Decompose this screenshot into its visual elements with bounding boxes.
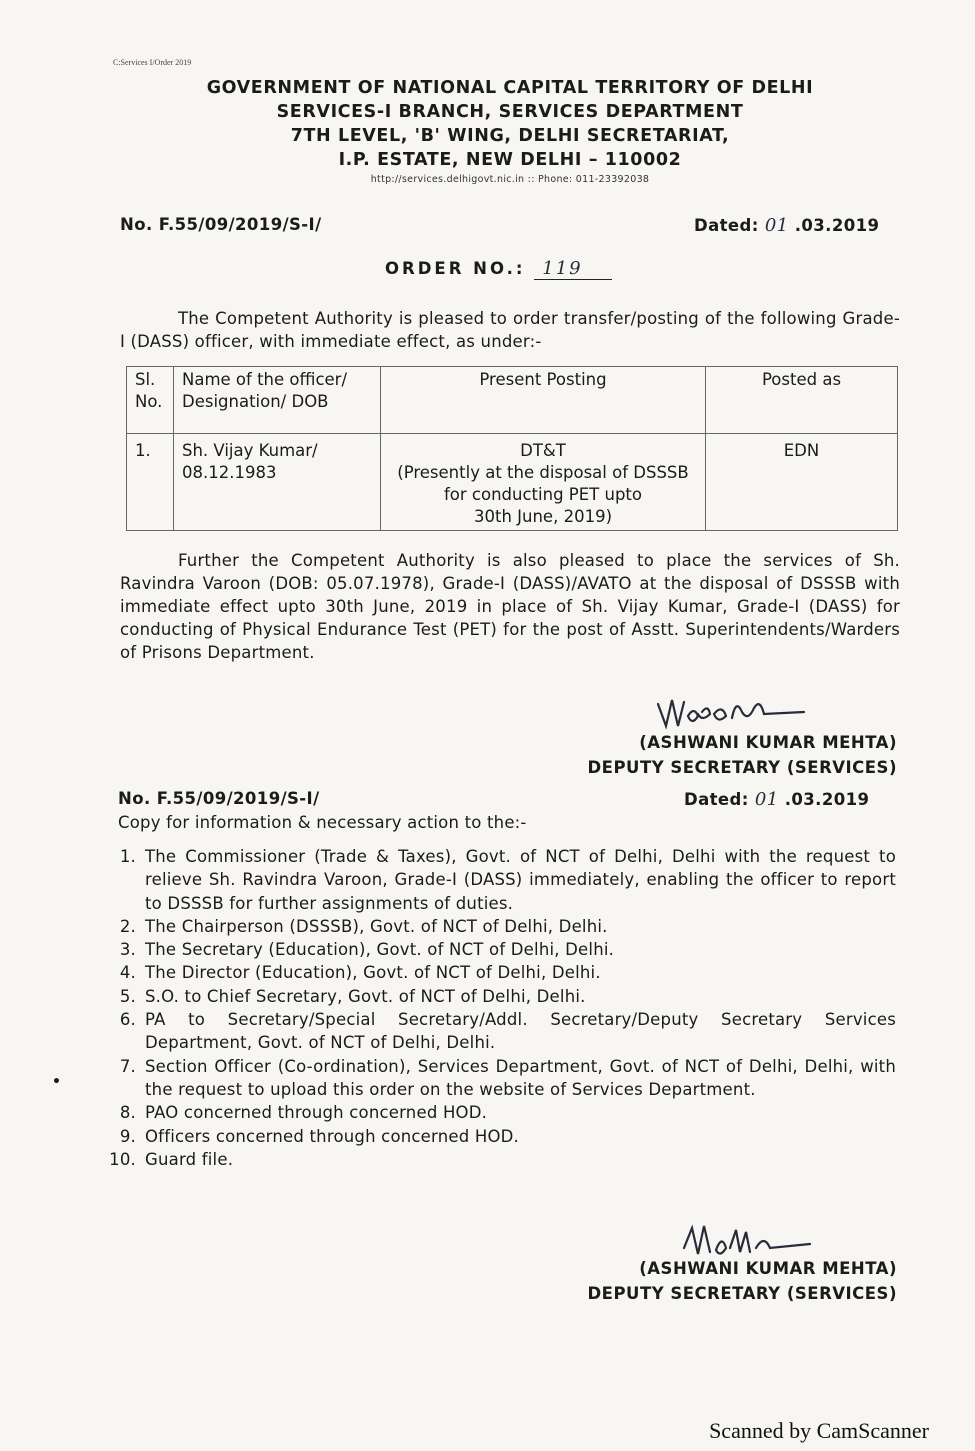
letterhead-address-line1: 7TH LEVEL, 'B' WING, DELHI SECRETARIAT, xyxy=(290,126,730,146)
table-row xyxy=(127,434,898,531)
copy-date xyxy=(684,789,869,810)
order-date xyxy=(694,215,879,236)
posting-table xyxy=(126,366,898,531)
stray-ink-mark: • xyxy=(52,1074,61,1090)
copy-file-number: No. F.55/09/2019/S-I/ xyxy=(118,789,320,808)
list-item: 3. The Secretary (Education), Govt. of NCT of Delhi, Delhi. xyxy=(119,940,615,960)
order-label: ORDER NO.: xyxy=(385,259,526,278)
list-item: 8. PAO concerned through concerned HOD. xyxy=(119,1103,488,1123)
header-officer-name: Name of the officer/ Designation/ DOB xyxy=(174,367,381,434)
header-present-posting: Present Posting xyxy=(381,367,706,434)
letterhead-address-line2: I.P. ESTATE, NEW DELHI – 110002 xyxy=(338,150,682,170)
order-number-handwritten: 119 xyxy=(534,258,612,280)
signatory-name: (ASHWANI KUMAR MEHTA) xyxy=(639,733,897,752)
copy-distribution-list xyxy=(108,845,896,1171)
list-item: 10. Guard file. xyxy=(109,1149,234,1169)
list-item: 5. S.O. to Chief Secretary, Govt. of NCT of Delhi, Delhi. xyxy=(119,986,586,1006)
copy-dated-value: .03.2019 xyxy=(784,790,870,809)
officer-name: Sh. Vijay Kumar/ xyxy=(182,441,318,460)
copy-signatory-block xyxy=(587,1256,897,1306)
further-paragraph: Further the Competent Authority is also pleased to place the services of Sh. Ravindra Varoon (DOB: 05.07.1978), Grade-I (DASS)/AVATO at the disposal of DSSSB with immediate effect upto 30th June, 2019 in place of Sh. Vijay Kumar, Grade-I (DASS) for conducting of Physical Endurance Test (PET) for the post of Asstt. Superintendents/Warders of Prisons Department. xyxy=(120,551,900,662)
letterhead-contact: http://services.delhigovt.nic.in :: Phone: 011-23392038 xyxy=(370,174,650,185)
present-posting-dept: DT&T xyxy=(520,441,566,460)
copy-signatory-name: (ASHWANI KUMAR MEHTA) xyxy=(639,1259,897,1278)
officer-dob: 08.12.1983 xyxy=(182,463,277,482)
present-posting-date: 30th June, 2019) xyxy=(473,507,613,526)
file-number: No. F.55/09/2019/S-I/ xyxy=(120,215,322,234)
present-posting-note: (Presently at the disposal of DSSSB for conducting PET upto xyxy=(397,463,689,504)
list-item: 1. The Commissioner (Trade & Taxes), Govt. of NCT of Delhi, Delhi with the request to relieve Sh. Ravindra Varoon, Grade-I (DASS) immediately, enabling the officer to report to DSSSB for further assignments of duties. xyxy=(119,847,896,913)
copy-dated-label: Dated: xyxy=(684,790,749,809)
copy-dated-handwritten-day: 01 xyxy=(754,789,779,810)
cell-sl-no: 1. xyxy=(127,434,174,531)
scanner-watermark: Scanned by CamScanner xyxy=(709,1418,929,1443)
list-item: 2. The Chairperson (DSSSB), Govt. of NCT of Delhi, Delhi. xyxy=(119,916,608,936)
letterhead-branch: SERVICES-I BRANCH, SERVICES DEPARTMENT xyxy=(276,102,744,122)
header-sl-no: Sl. No. xyxy=(127,367,174,434)
copy-intro: Copy for information & necessary action to the:- xyxy=(118,813,527,832)
cell-present-posting xyxy=(381,434,706,531)
list-item: 6. PA to Secretary/Special Secretary/Addl. Secretary/Deputy Secretary Services Department, Govt. of NCT of Delhi, Delhi. xyxy=(119,1010,896,1053)
copy-signatory-designation: DEPUTY SECRETARY (SERVICES) xyxy=(587,1284,897,1303)
cell-officer xyxy=(174,434,381,531)
dated-value: .03.2019 xyxy=(794,216,880,235)
list-item: 7. Section Officer (Co-ordination), Services Department, Govt. of NCT of Delhi, Delhi, with the request to upload this order on the website of Services Department. xyxy=(119,1056,896,1099)
order-number-line xyxy=(385,258,612,280)
letterhead-government: GOVERNMENT OF NATIONAL CAPITAL TERRITORY OF DELHI xyxy=(206,78,814,98)
header-posted-as: Posted as xyxy=(706,367,898,434)
file-path-reference: C:Services I/Order 2019 xyxy=(113,58,192,67)
dated-label: Dated: xyxy=(694,216,759,235)
list-item: 9. Officers concerned through concerned HOD. xyxy=(119,1126,519,1146)
signatory-block xyxy=(587,730,897,780)
signatory-designation: DEPUTY SECRETARY (SERVICES) xyxy=(587,758,897,777)
cell-posted-as: EDN xyxy=(706,434,898,531)
intro-paragraph: The Competent Authority is pleased to order transfer/posting of the following Grade-I (DASS) officer, with immediate effect, as under:- xyxy=(120,309,900,351)
list-item: 4. The Director (Education), Govt. of NCT of Delhi, Delhi. xyxy=(119,963,601,983)
dated-handwritten-day: 01 xyxy=(764,215,789,236)
table-header-row xyxy=(127,367,898,434)
handwritten-signature xyxy=(640,686,830,736)
